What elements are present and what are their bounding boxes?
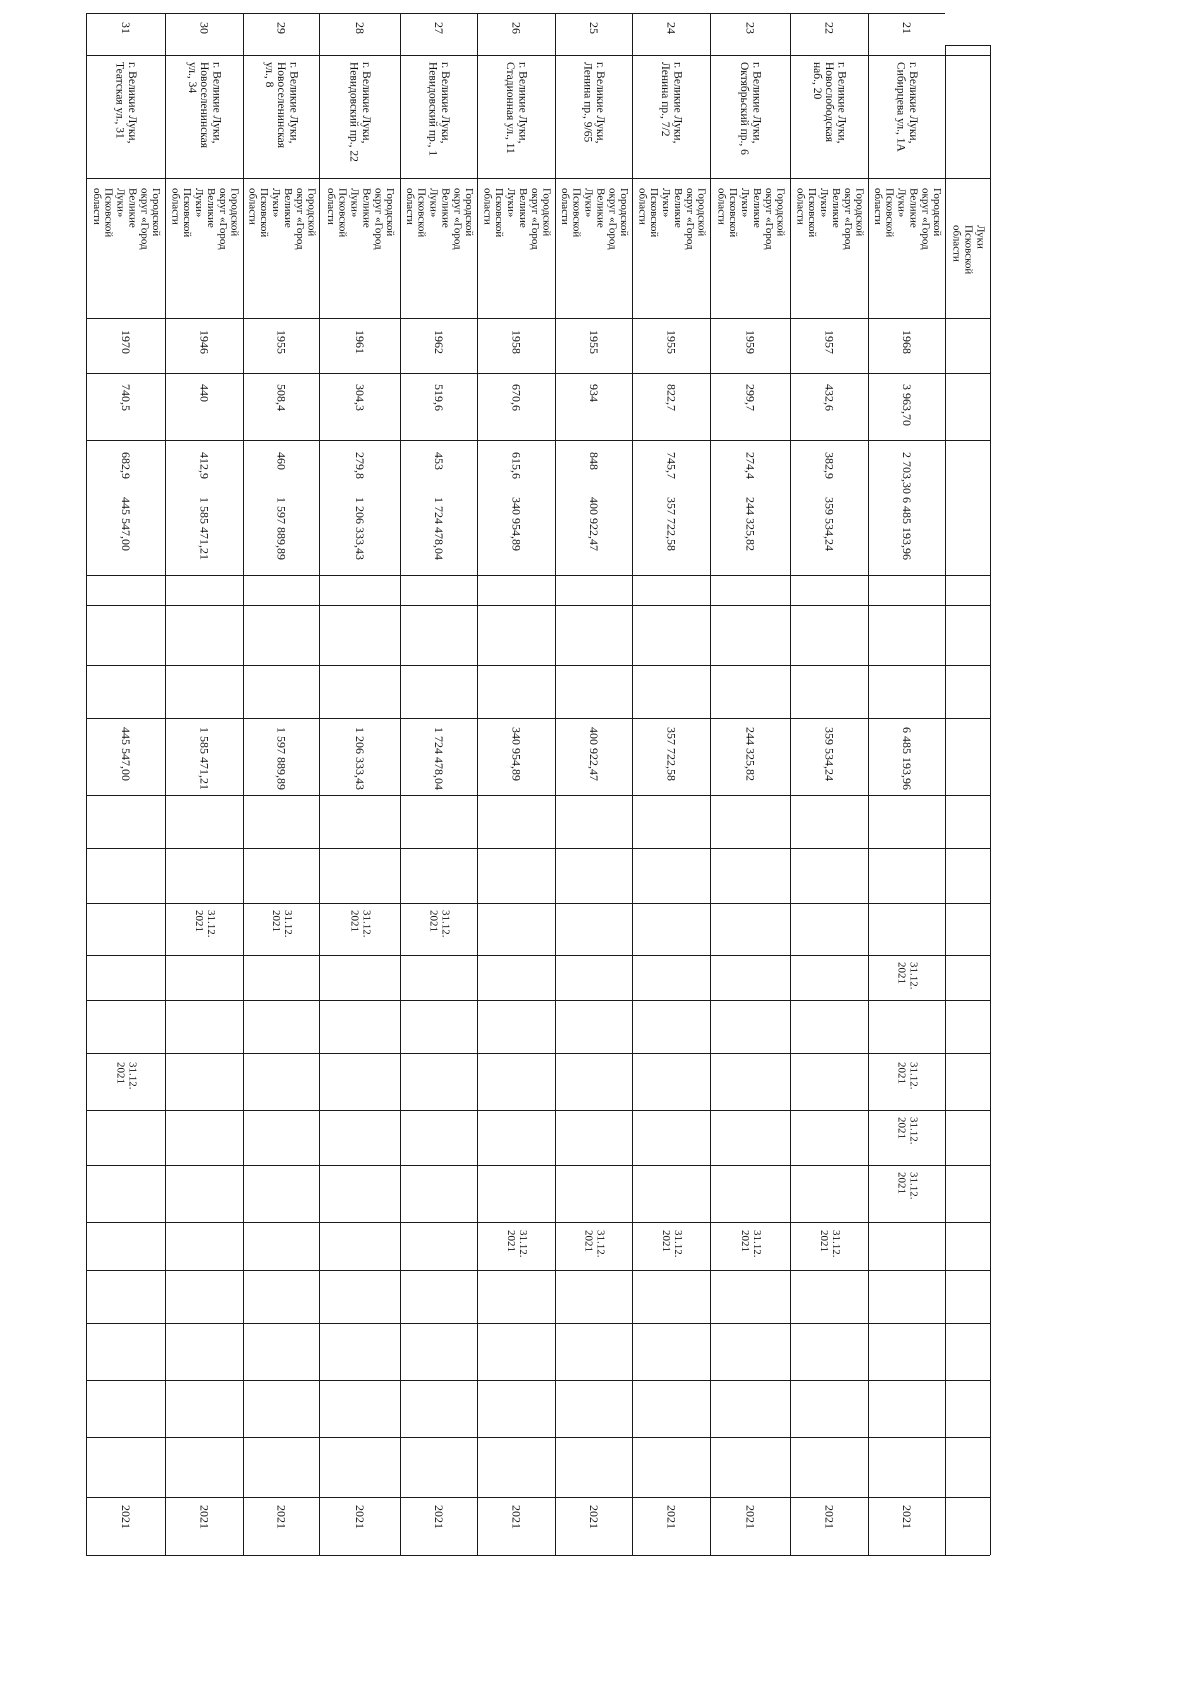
table-horizontal-rule <box>86 848 990 849</box>
total-area-cell: 670,6 <box>509 384 524 411</box>
deadline-date-cell: 31.12. 2021 <box>348 910 373 938</box>
table-horizontal-rule <box>86 318 990 319</box>
total-cost-cell: 1 724 478,04 <box>431 497 446 560</box>
total-area-cell: 440 <box>197 384 212 402</box>
owner-cell: Городской округ «Город Великие Луки» Псковской области <box>90 188 163 250</box>
row-number: 24 <box>664 22 679 34</box>
total-cost-cell: 1 206 333,43 <box>352 497 367 560</box>
living-area-cell: 460 <box>274 452 289 470</box>
owner-cell: Городской округ «Город Великие Луки» Псковской области <box>324 188 397 250</box>
living-area-cell: 279,8 <box>352 452 367 479</box>
year-built-cell: 1958 <box>509 330 524 354</box>
owner-cell: Городской округ «Город Великие Луки» Псковской области <box>558 188 631 250</box>
table-horizontal-rule <box>86 1053 990 1054</box>
address-cell: г. Великие Луки, Новоселенинская ул., 8 <box>262 62 300 149</box>
year-built-cell: 1957 <box>822 330 837 354</box>
plan-year-cell: 2021 <box>509 1505 524 1529</box>
budget-cost-cell: 445 547,00 <box>118 727 133 781</box>
table-horizontal-rule <box>945 45 990 46</box>
table-horizontal-rule <box>86 440 990 441</box>
address-cell: г. Великие Луки, Стадионная ул., 11 <box>504 62 529 154</box>
address-cell: г. Великие Луки, Театская ул., 31 <box>113 62 138 144</box>
living-area-cell: 412,9 <box>197 452 212 479</box>
table-horizontal-rule <box>86 718 990 719</box>
budget-cost-cell: 244 325,82 <box>743 727 758 781</box>
living-area-cell: 848 <box>586 452 601 470</box>
budget-cost-cell: 357 722,58 <box>664 727 679 781</box>
table-horizontal-rule <box>86 1555 990 1556</box>
owner-cell: Городской округ «Город Великие Луки» Псковской области <box>246 188 318 250</box>
row-number: 27 <box>431 22 446 34</box>
table-horizontal-rule <box>86 1437 990 1438</box>
row-number: 28 <box>352 22 367 34</box>
table-horizontal-rule <box>86 55 990 56</box>
budget-cost-cell: 400 922,47 <box>586 727 601 781</box>
total-cost-cell: 445 547,00 <box>118 497 133 551</box>
deadline-date-cell: 31.12. 2021 <box>505 1230 529 1258</box>
year-built-cell: 1961 <box>352 330 367 354</box>
year-built-cell: 1955 <box>586 330 601 354</box>
table-horizontal-rule <box>86 605 990 606</box>
total-area-cell: 519,6 <box>431 384 446 411</box>
owner-cell: Городской округ «Город Великие Луки» Псковской области <box>403 188 476 250</box>
total-cost-cell: 1 585 471,21 <box>197 497 212 560</box>
plan-year-cell: 2021 <box>274 1505 289 1529</box>
deadline-date-cell: 31.12. 2021 <box>427 910 452 938</box>
year-built-cell: 1955 <box>664 330 679 354</box>
year-built-cell: 1955 <box>274 330 289 354</box>
table-horizontal-rule <box>86 373 990 374</box>
address-cell: г. Великие Луки, Новослободская наб., 20 <box>810 62 848 144</box>
table-horizontal-rule <box>86 955 990 956</box>
plan-year-cell: 2021 <box>664 1505 679 1529</box>
owner-cell: Городской округ «Город Великие Луки» Псковской области <box>481 188 553 250</box>
budget-cost-cell: 340 954,89 <box>509 727 524 781</box>
plan-year-cell: 2021 <box>118 1505 133 1529</box>
table-horizontal-rule <box>86 1110 990 1111</box>
row-number: 25 <box>586 22 601 34</box>
total-cost-cell: 400 922,47 <box>586 497 601 551</box>
deadline-date-cell: 31.12. 2021 <box>895 1062 920 1090</box>
row-number: 29 <box>274 22 289 34</box>
year-built-cell: 1946 <box>197 330 212 354</box>
total-area-cell: 304,3 <box>352 384 367 411</box>
deadline-date-cell: 31.12. 2021 <box>739 1230 763 1258</box>
row-number: 26 <box>509 22 524 34</box>
deadline-date-cell: 31.12. 2021 <box>270 910 294 938</box>
address-cell: г. Великие Луки, Сибирцева ул., 1А <box>894 62 919 152</box>
table-horizontal-rule <box>86 575 990 576</box>
table-horizontal-rule <box>86 178 990 179</box>
budget-cost-cell: 359 534,24 <box>822 727 837 781</box>
total-cost-cell: 244 325,82 <box>743 497 758 551</box>
total-cost-cell: 357 722,58 <box>664 497 679 551</box>
owner-cell: Городской округ «Город Великие Луки» Псковской области <box>794 188 866 250</box>
year-built-cell: 1968 <box>899 330 914 354</box>
year-built-cell: 1970 <box>118 330 133 354</box>
budget-cost-cell: 1 597 889,89 <box>274 727 289 790</box>
table-horizontal-rule <box>86 795 990 796</box>
table-horizontal-rule <box>86 1497 990 1498</box>
address-cell: г. Великие Луки, Октябрьский пр., 6 <box>738 62 763 155</box>
budget-cost-cell: 1 585 471,21 <box>197 727 212 790</box>
row-number: 31 <box>118 22 133 34</box>
municipality-label: Луки Псковской области <box>950 225 987 275</box>
total-area-cell: 934 <box>586 384 601 402</box>
owner-cell: Городской округ «Город Великие Луки» Псковской области <box>715 188 787 250</box>
plan-year-cell: 2021 <box>822 1505 837 1529</box>
deadline-date-cell: 31.12. 2021 <box>895 1172 920 1200</box>
deadline-date-cell: 31.12. 2021 <box>114 1062 139 1090</box>
plan-year-cell: 2021 <box>899 1505 914 1529</box>
owner-cell: Городской округ «Город Великие Луки» Псковской области <box>169 188 241 250</box>
deadline-date-cell: 31.12. 2021 <box>660 1230 684 1258</box>
table-vertical-rule <box>945 45 946 1555</box>
living-area-cell: 274,4 <box>743 452 758 479</box>
living-area-cell: 453 <box>431 452 446 470</box>
living-area-cell: 615,6 <box>509 452 524 479</box>
deadline-date-cell: 31.12. 2021 <box>582 1230 607 1258</box>
total-area-cell: 432,6 <box>822 384 837 411</box>
deadline-date-cell: 31.12. 2021 <box>895 962 920 990</box>
budget-cost-cell: 6 485 193,96 <box>899 727 914 790</box>
plan-year-cell: 2021 <box>431 1505 446 1529</box>
total-area-cell: 508,4 <box>274 384 289 411</box>
total-cost-cell: 1 597 889,89 <box>274 497 289 560</box>
table-horizontal-rule <box>86 1222 990 1223</box>
budget-cost-cell: 1 724 478,04 <box>431 727 446 790</box>
living-area-cell: 2 703,30 <box>899 452 914 494</box>
total-cost-cell: 359 534,24 <box>822 497 837 551</box>
total-area-cell: 299,7 <box>743 384 758 411</box>
row-number: 22 <box>822 22 837 34</box>
living-area-cell: 745,7 <box>664 452 679 479</box>
table-horizontal-rule <box>86 1165 990 1166</box>
address-cell: г. Великие Луки, Невидовский пр., 1 <box>426 62 451 157</box>
table-horizontal-rule <box>86 1380 990 1381</box>
total-cost-cell: 340 954,89 <box>509 497 524 551</box>
plan-year-cell: 2021 <box>197 1505 212 1529</box>
table-horizontal-rule <box>86 1323 990 1324</box>
deadline-date-cell: 31.12. 2021 <box>818 1230 842 1258</box>
total-area-cell: 3 963,70 <box>899 384 914 426</box>
table-horizontal-rule <box>86 903 990 904</box>
budget-cost-cell: 1 206 333,43 <box>352 727 367 790</box>
deadline-date-cell: 31.12. 2021 <box>193 910 217 938</box>
year-built-cell: 1962 <box>431 330 446 354</box>
plan-year-cell: 2021 <box>352 1505 367 1529</box>
row-number: 21 <box>899 22 914 34</box>
total-cost-cell: 6 485 193,96 <box>899 497 914 560</box>
table-horizontal-rule <box>86 1000 990 1001</box>
address-cell: г. Великие Луки, Невидовский пр., 22 <box>347 62 372 162</box>
table-horizontal-rule <box>86 1270 990 1271</box>
address-cell: г. Великие Луки, Ленина пр., 9/65 <box>581 62 606 144</box>
living-area-cell: 682,9 <box>118 452 133 479</box>
table-horizontal-rule <box>86 665 990 666</box>
address-cell: г. Великие Луки, Новоселенинская ул., 34 <box>185 62 223 149</box>
table-horizontal-rule <box>86 13 945 14</box>
row-number: 30 <box>197 22 212 34</box>
total-area-cell: 740,5 <box>118 384 133 411</box>
owner-cell: Городской округ «Город Великие Луки» Псковской области <box>871 188 944 250</box>
row-number: 23 <box>743 22 758 34</box>
total-area-cell: 822,7 <box>664 384 679 411</box>
year-built-cell: 1959 <box>743 330 758 354</box>
plan-year-cell: 2021 <box>586 1505 601 1529</box>
plan-year-cell: 2021 <box>743 1505 758 1529</box>
deadline-date-cell: 31.12. 2021 <box>895 1117 920 1145</box>
living-area-cell: 382,9 <box>822 452 837 479</box>
address-cell: г. Великие Луки, Ленина пр., 7/2 <box>659 62 684 144</box>
owner-cell: Городской округ «Город Великие Луки» Псковской области <box>636 188 708 250</box>
table-vertical-rule <box>990 45 991 1555</box>
